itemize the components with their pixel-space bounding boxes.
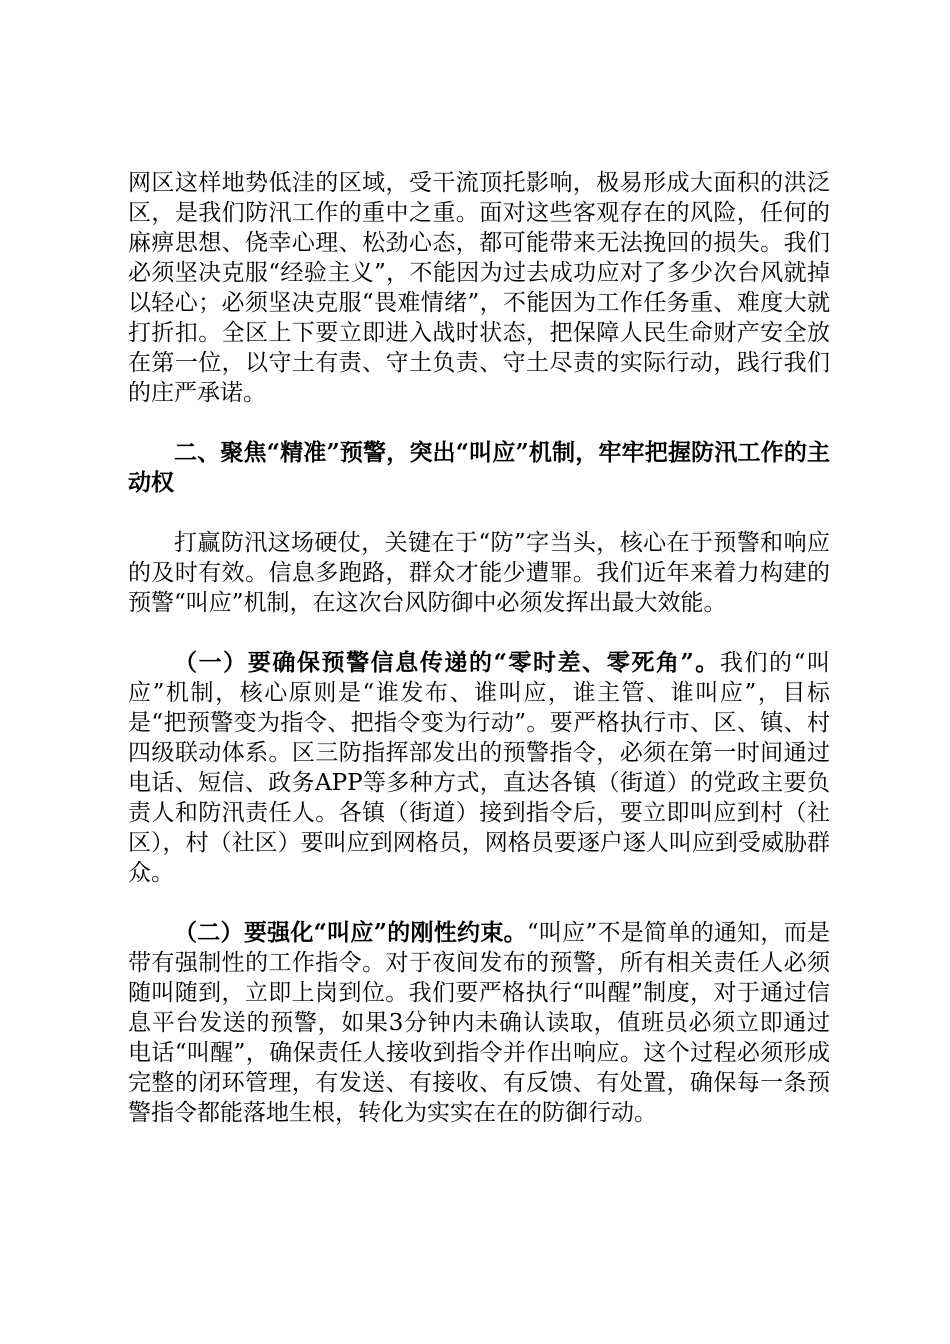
item-2-lead: （二）要强化“叫应”的刚性约束。: [174, 919, 527, 946]
paragraph-continued: 网区这样地势低洼的区域，受干流顶托影响，极易形成大面积的洪泛区，是我们防汛工作的重中之重。面对这些客观存在的风险，任何的麻痹思想、侥幸心理、松劲心态，都可能带来无法挽回的损失。我们必须坚决克服“经验主义”，不能因为过去成功应对了多少次台风就掉以轻心；必须坚决克服“畏难情绪”，不能因为工作任务重、难度大就打折扣。全区上下要立即进入战时状态，把保障人民生命财产安全放在第一位，以守土有责、守土负责、守土尽责的实际行动，践行我们的庄严承诺。: [128, 170, 830, 406]
item-1-body: 我们的“叫应”机制，核心原则是“谁发布、谁叫应，谁主管、谁叫应”，目标是“把预警变为指令、把指令变为行动”。要严格执行市、区、镇、村四级联动体系。区三防指挥部发出的预警指令，必须在第一时间通过电话、短信、政务APP等多种方式，直达各镇（街道）的党政主要负责人和防汛责任人。各镇（街道）接到指令后，要立即叫应到村（社区），村（社区）要叫应到网格员，网格员要逐户逐人叫应到受威胁群众。: [128, 650, 830, 886]
item-2-paragraph: [128, 918, 830, 1128]
section-heading: 二、聚焦“精准”预警，突出“叫应”机制，牢牢把握防汛工作的主动权: [128, 439, 830, 496]
section-intro-paragraph: 打赢防汛这场硬仗，关键在于“防”字当头，核心在于预警和响应的及时有效。信息多跑路，群众才能少遭罪。我们近年来着力构建的预警“叫应”机制，在这次台风防御中必须发挥出最大效能。: [128, 530, 830, 616]
paragraph-spacer: [128, 408, 830, 438]
paragraph-spacer: [128, 888, 830, 918]
item-1-paragraph: [128, 648, 830, 888]
document-body: [128, 168, 830, 1128]
paragraph-spacer: [128, 498, 830, 528]
item-2-body: “叫应”不是简单的通知，而是带有强制性的工作指令。对于夜间发布的预警，所有相关责任人必须随叫随到，立即上岗到位。我们要严格执行“叫醒”制度，对于通过信息平台发送的预警，如果3分钟内未确认读取，值班员必须立即通过电话“叫醒”，确保责任人接收到指令并作出响应。这个过程必须形成完整的闭环管理，有发送、有接收、有反馈、有处置，确保每一条预警指令都能落地生根，转化为实实在在的防御行动。: [128, 920, 830, 1126]
paragraph-spacer: [128, 618, 830, 648]
item-1-lead: （一）要确保预警信息传递的“零时差、零死角”。: [174, 649, 720, 676]
